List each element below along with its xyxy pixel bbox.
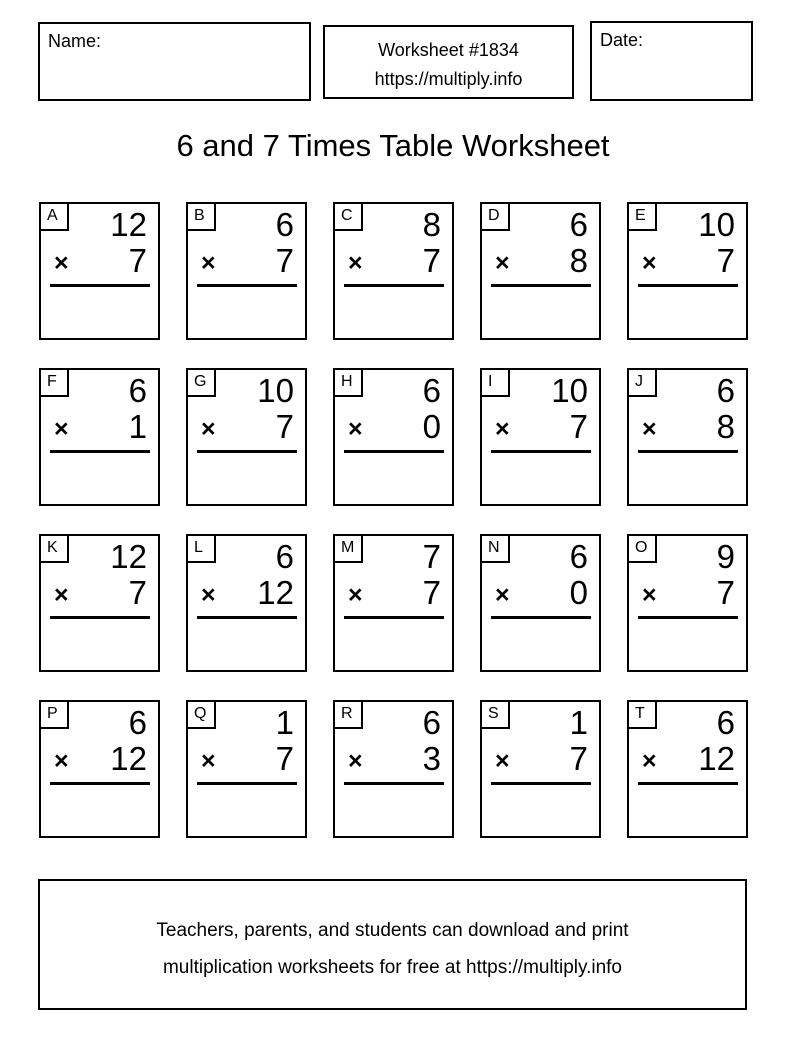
- multiply-icon: ×: [54, 747, 69, 775]
- problem-letter: Q: [194, 705, 207, 722]
- multiplicand: 7: [422, 538, 441, 575]
- answer-line: [344, 782, 444, 785]
- multiplicand: 12: [110, 538, 147, 575]
- problem-letter-badge: [39, 700, 69, 729]
- problem-cell: [39, 368, 160, 506]
- date-field-box: [590, 21, 753, 101]
- problem-cell: [480, 202, 601, 340]
- name-field-box: [38, 22, 311, 101]
- worksheet-url: https://multiply.info: [374, 69, 523, 89]
- answer-line: [50, 616, 150, 619]
- problem-letter: A: [47, 207, 58, 224]
- problem-letter-badge: [333, 534, 363, 563]
- problem-cell: [480, 368, 601, 506]
- multiplier: 3: [422, 740, 441, 777]
- problem-cell: [627, 534, 748, 672]
- problem-letter-badge: [39, 202, 69, 231]
- multiply-icon: ×: [201, 747, 216, 775]
- problem-cell: [186, 700, 307, 838]
- worksheet-info-box: [323, 25, 574, 99]
- problem-letter-badge: [480, 534, 510, 563]
- multiplier: 0: [569, 574, 588, 611]
- problem-letter: B: [194, 207, 205, 224]
- multiply-icon: ×: [54, 581, 69, 609]
- multiply-icon: ×: [201, 581, 216, 609]
- problem-letter: C: [341, 207, 353, 224]
- problem-letter: O: [635, 539, 648, 556]
- multiply-icon: ×: [495, 747, 510, 775]
- problem-letter-badge: [480, 368, 510, 397]
- problem-letter-badge: [627, 700, 657, 729]
- problem-cell: [627, 368, 748, 506]
- multiplier: 7: [422, 574, 441, 611]
- multiplicand: 10: [698, 206, 735, 243]
- multiply-icon: ×: [54, 415, 69, 443]
- page-title: 6 and 7 Times Table Worksheet: [176, 128, 610, 163]
- multiply-icon: ×: [201, 249, 216, 277]
- multiply-icon: ×: [348, 747, 363, 775]
- problem-cell: [39, 202, 160, 340]
- multiplicand: 6: [716, 372, 735, 409]
- problem-cell: [39, 700, 160, 838]
- multiplier: 7: [128, 242, 147, 279]
- answer-line: [638, 616, 738, 619]
- problem-letter: G: [194, 373, 207, 390]
- multiplicand: 6: [128, 372, 147, 409]
- multiplier: 7: [569, 740, 588, 777]
- multiplicand: 1: [275, 704, 294, 741]
- answer-line: [491, 782, 591, 785]
- answer-line: [50, 284, 150, 287]
- multiplier: 7: [716, 242, 735, 279]
- answer-line: [197, 616, 297, 619]
- footer-line-2: multiplication worksheets for free at https://multiply.info: [162, 957, 622, 978]
- problem-cell: [480, 534, 601, 672]
- multiplier: 0: [422, 408, 441, 445]
- problem-cell: [333, 700, 454, 838]
- answer-line: [491, 284, 591, 287]
- problem-letter: R: [341, 705, 353, 722]
- multiply-icon: ×: [348, 415, 363, 443]
- problem-letter: E: [635, 207, 646, 224]
- problem-letter: F: [47, 373, 57, 390]
- multiplier: 12: [257, 574, 294, 611]
- multiplier: 7: [422, 242, 441, 279]
- answer-line: [50, 450, 150, 453]
- problem-letter: J: [635, 373, 643, 390]
- multiplier: 7: [716, 574, 735, 611]
- multiply-icon: ×: [495, 415, 510, 443]
- answer-line: [197, 450, 297, 453]
- problem-letter: I: [488, 373, 493, 390]
- multiplicand: 6: [569, 206, 588, 243]
- problem-cell: [333, 534, 454, 672]
- answer-line: [344, 450, 444, 453]
- problem-letter: T: [635, 705, 645, 722]
- multiplicand: 6: [275, 206, 294, 243]
- answer-line: [638, 284, 738, 287]
- problem-letter-badge: [39, 368, 69, 397]
- answer-line: [344, 284, 444, 287]
- problem-letter-badge: [39, 534, 69, 563]
- multiplicand: 6: [128, 704, 147, 741]
- multiplier: 7: [275, 242, 294, 279]
- problem-cell: [333, 202, 454, 340]
- answer-line: [197, 782, 297, 785]
- problem-letter: S: [488, 705, 499, 722]
- problem-letter: K: [47, 539, 58, 556]
- problem-letter-badge: [627, 534, 657, 563]
- answer-line: [197, 284, 297, 287]
- multiplier: 8: [569, 242, 588, 279]
- multiplier: 8: [716, 408, 735, 445]
- multiplicand: 6: [275, 538, 294, 575]
- multiply-icon: ×: [348, 581, 363, 609]
- multiply-icon: ×: [642, 747, 657, 775]
- multiplicand: 8: [422, 206, 441, 243]
- problem-letter-badge: [186, 700, 216, 729]
- problem-letter: D: [488, 207, 500, 224]
- problem-letter-badge: [480, 202, 510, 231]
- multiplicand: 12: [110, 206, 147, 243]
- answer-line: [344, 616, 444, 619]
- footer-line-1: Teachers, parents, and students can download and print: [156, 920, 629, 941]
- problem-letter-badge: [186, 368, 216, 397]
- problem-cell: [186, 534, 307, 672]
- problem-letter-badge: [627, 368, 657, 397]
- problem-cell: [186, 202, 307, 340]
- multiply-icon: ×: [642, 415, 657, 443]
- multiplicand: 9: [716, 538, 735, 575]
- multiplicand: 10: [551, 372, 588, 409]
- problem-letter: N: [488, 539, 500, 556]
- multiplicand: 6: [716, 704, 735, 741]
- multiplicand: 6: [422, 704, 441, 741]
- problem-letter: P: [47, 705, 58, 722]
- problem-cell: [627, 202, 748, 340]
- multiplicand: 1: [569, 704, 588, 741]
- problem-cell: [333, 368, 454, 506]
- answer-line: [638, 450, 738, 453]
- worksheet-number: Worksheet #1834: [378, 40, 519, 60]
- problems-grid: [39, 202, 748, 838]
- multiplier: 12: [110, 740, 147, 777]
- multiply-icon: ×: [642, 581, 657, 609]
- problem-cell: [627, 700, 748, 838]
- multiply-icon: ×: [495, 249, 510, 277]
- multiplier: 7: [275, 408, 294, 445]
- multiplicand: 6: [569, 538, 588, 575]
- multiplier: 7: [569, 408, 588, 445]
- problem-letter-badge: [333, 202, 363, 231]
- multiply-icon: ×: [642, 249, 657, 277]
- multiplier: 7: [128, 574, 147, 611]
- problem-letter-badge: [627, 202, 657, 231]
- problem-letter-badge: [186, 202, 216, 231]
- multiplier: 7: [275, 740, 294, 777]
- multiplier: 1: [128, 408, 147, 445]
- multiplicand: 6: [422, 372, 441, 409]
- problem-letter-badge: [333, 700, 363, 729]
- problem-letter-badge: [186, 534, 216, 563]
- problem-letter: H: [341, 373, 353, 390]
- problem-cell: [186, 368, 307, 506]
- problem-letter: L: [194, 539, 203, 556]
- problem-letter: M: [341, 539, 355, 556]
- name-label: Name:: [48, 31, 102, 51]
- problem-letter-badge: [333, 368, 363, 397]
- date-label: Date:: [600, 30, 644, 50]
- footer-note-box: [38, 879, 747, 1010]
- multiply-icon: ×: [201, 415, 216, 443]
- problem-letter-badge: [480, 700, 510, 729]
- multiplier: 12: [698, 740, 735, 777]
- answer-line: [491, 616, 591, 619]
- multiply-icon: ×: [54, 249, 69, 277]
- multiplicand: 10: [257, 372, 294, 409]
- multiply-icon: ×: [348, 249, 363, 277]
- answer-line: [491, 450, 591, 453]
- answer-line: [50, 782, 150, 785]
- problem-cell: [39, 534, 160, 672]
- multiply-icon: ×: [495, 581, 510, 609]
- answer-line: [638, 782, 738, 785]
- problem-cell: [480, 700, 601, 838]
